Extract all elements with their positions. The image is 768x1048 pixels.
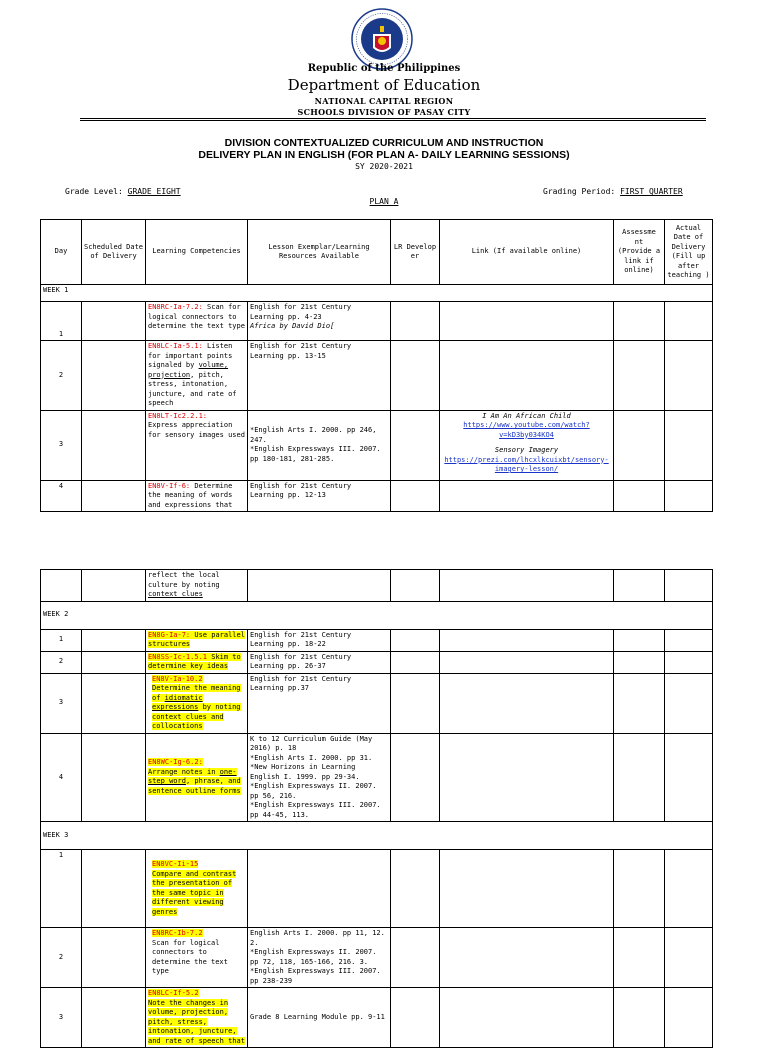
table-row <box>41 629 713 651</box>
competency-code: EN8V-If-6: <box>148 481 191 490</box>
resource-cell: English for 21st Century Learning pp. 18-22 <box>248 629 391 651</box>
table-row <box>41 928 713 988</box>
delivery-plan-table-1 <box>40 219 713 512</box>
youtube-link[interactable]: https://www.youtube.com/watch?v=kD3by034KO4 <box>463 421 590 439</box>
competency-cell: EN8RC-Ib-7.2 Scan for logical connectors to determine the text type <box>146 928 248 988</box>
header-divider-2 <box>80 120 706 121</box>
day-cell: 2 <box>41 928 82 988</box>
table-row <box>41 302 713 341</box>
competency-cell: reflect the local culture by noting context clues <box>146 570 248 602</box>
week-row <box>41 601 713 629</box>
day-cell: 3 <box>41 410 82 480</box>
competency-code: EN8SS-Ic-1.5.1 <box>148 652 208 661</box>
plan-label: PLAN A <box>369 197 399 206</box>
col-competencies: Learning Competencies <box>146 220 248 285</box>
resource-cell: English for 21st Century Learning pp. 12-13 <box>248 480 391 512</box>
table-row <box>41 410 713 480</box>
link-cell: I Am An African Child https://www.youtube.com/watch?v=kD3by034KO4 Sensory Imagery https://prezi.com/lhcxlkcuixbt/sensory-imagery-lesson/ <box>440 410 614 480</box>
competency-code: EN8WC-Ig-6.2: <box>148 758 203 767</box>
table-row <box>41 570 713 602</box>
grade-level: Grade Level: GRADE EIGHT <box>65 187 181 196</box>
delivery-plan-table-2 <box>40 569 713 1048</box>
week-label: WEEK 3 <box>41 822 713 850</box>
table-row <box>41 988 713 1048</box>
doc-title-line2: DELIVERY PLAN IN ENGLISH (FOR PLAN A- DAILY LEARNING SESSIONS) <box>198 149 570 161</box>
department-name: Department of Education <box>287 76 481 94</box>
day-cell: 2 <box>41 341 82 411</box>
competency-code: EN8RC-Ib-7.2 <box>152 929 203 937</box>
competency-code: EN8G-Ia-7: <box>148 630 191 639</box>
competency-code: EN8LC-Ia-5.1: <box>148 342 203 350</box>
day-cell: 2 <box>41 651 82 673</box>
competency-cell: EN8SS-Ic-1.5.1 Skim to determine key ideas <box>146 651 248 673</box>
col-day: Day <box>41 220 82 285</box>
day-cell: 1 <box>41 629 82 651</box>
competency-code: EN8RC-Ia-7.2: <box>148 303 203 311</box>
table-header-row <box>41 220 713 285</box>
school-year: SY 2020-2021 <box>355 162 413 171</box>
resource-cell: K to 12 Curriculum Guide (May 2016) p. 18 *English Arts I. 2000. pp 31. *New Horizons in Learning English I. 1999. pp 29-34. *English Expressways II. 2007. pp 56, 216. *English Expressways III. 2007. pp 44-45, 113. <box>248 733 391 822</box>
competency-code: EN8LC-If-5.2 <box>148 989 199 997</box>
resource-cell: English for 21st Century Learning pp.37 <box>248 673 391 733</box>
table-row <box>41 651 713 673</box>
competency-cell: EN8RC-Ia-7.2: Scan for logical connectors to determine the text type <box>146 302 248 341</box>
prezi-link[interactable]: https://prezi.com/lhcxlkcuixbt/sensory-imagery-lesson/ <box>444 455 609 473</box>
resource-cell: English Arts I. 2000. pp 11, 12. 2. *English Expressways II. 2007. pp 72, 118, 165-166, 216. 3. *English Expressways III. 2007. pp 238-239 <box>248 928 391 988</box>
competency-cell: EN8WC-Ig-6.2: Arrange notes in one-step word, phrase, and sentence outline forms <box>146 733 248 822</box>
col-link: Link (If available online) <box>440 220 614 285</box>
resource-cell: English for 21st Century Learning pp. 4-23 Africa by David Dio[ <box>248 302 391 341</box>
competency-cell: EN8LT-Ic2.2.1: Express appreciation for sensory images used <box>146 410 248 480</box>
competency-cell: EN8VC-Ii-15 Compare and contrast the presentation of the same topic in different viewing genres <box>146 850 248 928</box>
competency-code: EN8VC-Ii-15 <box>152 860 199 868</box>
deped-seal-logo <box>351 8 413 70</box>
day-cell: 3 <box>41 673 82 733</box>
day-cell: 1 <box>41 850 82 928</box>
week-label: WEEK 1 <box>41 285 713 302</box>
region-line: NATIONAL CAPITAL REGION <box>314 96 454 106</box>
table-row <box>41 480 713 512</box>
col-lr: LR Develop er <box>391 220 440 285</box>
week-row <box>41 822 713 850</box>
competency-cell: EN8LC-Ia-5.1: Listen for important points signaled by volume, projection, pitch, stress, intonation, juncture, and rate of speech <box>146 341 248 411</box>
period-value: FIRST QUARTER <box>620 187 683 196</box>
table-row <box>41 850 713 928</box>
day-cell: 4 <box>41 733 82 822</box>
competency-code: EN8LT-Ic2.2.1: <box>148 411 208 420</box>
resource-cell: Grade 8 Learning Module pp. 9-11 <box>248 988 391 1048</box>
header-divider <box>80 118 706 119</box>
table-row <box>41 673 713 733</box>
day-cell: 4 <box>41 480 82 512</box>
competency-cell: EN8V-If-6: Determine the meaning of words and expressions that <box>146 480 248 512</box>
day-cell: 3 <box>41 988 82 1048</box>
competency-cell: EN8LC-If-5.2 Note the changes in volume, projection, pitch, stress, intonation, juncture, and rate of speech that <box>146 988 248 1048</box>
division-line: SCHOOLS DIVISION OF PASAY CITY <box>297 107 471 117</box>
col-assessment: Assessme nt (Provide a link if online) <box>614 220 665 285</box>
day-cell: 1 <box>41 302 82 341</box>
col-actual: Actual Date of Delivery (Fill up after teaching ) <box>665 220 713 285</box>
doc-title-line1: DIVISION CONTEXTUALIZED CURRICULUM AND INSTRUCTION <box>224 137 544 149</box>
competency-cell: EN8V-Ia-10.2 Determine the meaning of idiomatic expressions by noting context clues and collocations <box>146 673 248 733</box>
col-exemplar: Lesson Exemplar/Learning Resources Available <box>248 220 391 285</box>
competency-cell: EN8G-Ia-7: Use parallel structures <box>146 629 248 651</box>
grading-period: Grading Period: FIRST QUARTER <box>543 187 683 196</box>
resource-cell: English for 21st Century Learning pp. 26-37 <box>248 651 391 673</box>
republic-line: Republic of the Philippines <box>307 63 461 74</box>
table-row <box>41 733 713 822</box>
week-row <box>41 285 713 302</box>
resource-cell: *English Arts I. 2000. pp 246, 247. *English Expressways III. 2007. pp 180-181, 281-285. <box>248 410 391 480</box>
table-row <box>41 341 713 411</box>
week-label: WEEK 2 <box>41 601 713 629</box>
grade-value: GRADE EIGHT <box>127 187 181 196</box>
competency-code: EN8V-Ia-10.2 <box>152 674 203 683</box>
resource-cell: English for 21st Century Learning pp. 13-15 <box>248 341 391 411</box>
col-scheduled: Scheduled Date of Delivery <box>82 220 146 285</box>
